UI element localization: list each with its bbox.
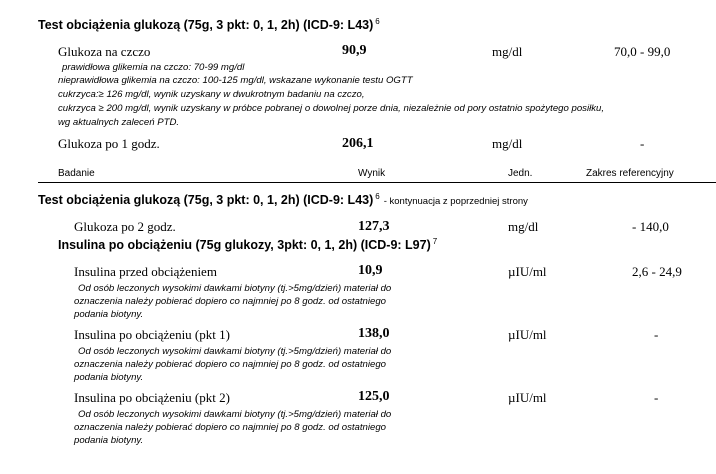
note-line: wg aktualnych zaleceń PTD. [58, 117, 180, 128]
test-name: Glukoza po 2 godz. [74, 219, 176, 234]
note-line: podania biotyny. [74, 372, 144, 383]
footnote-marker: 6 [375, 192, 380, 201]
test-unit: µIU/ml [508, 327, 547, 342]
reference-range: 70,0 - 99,0 [614, 44, 671, 59]
test-name: Insulina po obciążeniu (pkt 2) [74, 390, 230, 405]
reference-range: 2,6 - 24,9 [632, 264, 682, 279]
test-name: Glukoza na czczo [58, 44, 151, 59]
reference-range: - [640, 136, 645, 151]
test-unit: µIU/ml [508, 390, 547, 405]
test-unit: µIU/ml [508, 264, 547, 279]
test-result-value: 206,1 [342, 136, 374, 151]
note-line: nieprawidłowa glikemia na czczo: 100-125 mg/dl, wskazane wykonanie testu OGTT [58, 75, 413, 86]
test-result-value: 127,3 [358, 219, 390, 234]
test-result-value: 138,0 [358, 326, 390, 341]
section-title-insulin-test: Insulina po obciążeniu (75g glukozy, 3pkt: 0, 1, 2h) (ICD-9: L97) $^7$ [58, 237, 438, 252]
test-result-value: 90,9 [342, 43, 367, 58]
note-line: oznaczenia należy pobierać dopiero co najmniej po 8 godz. od ostatniego [74, 422, 387, 433]
column-header-unit: Jedn. [508, 168, 533, 179]
test-name: Insulina po obciążeniu (pkt 1) [74, 327, 230, 342]
note-line: Od osób leczonych wysokimi dawkami biotyny (tj.>5mg/dzień) materiał do [78, 283, 392, 294]
test-unit: mg/dl [492, 44, 523, 59]
continuation-label: - kontynuacja z poprzedniej strony [383, 196, 528, 207]
note-line: cukrzyca ≥ 200 mg/dl, wynik uzyskany w próbce pobranej o dowolnej porze dnia, niezależnie od pory ostatnio spożytego posiłku, [58, 103, 605, 114]
note-line: podania biotyny. [74, 309, 144, 320]
reference-range: - [654, 390, 659, 405]
test-unit: mg/dl [508, 219, 539, 234]
column-header-reference: Zakres referencyjny [586, 168, 674, 179]
note-line: cukrzyca:≥ 126 mg/dl, wynik uzyskany w dwukrotnym badaniu na czczo, [58, 89, 365, 100]
note-line: oznaczenia należy pobierać dopiero co najmniej po 8 godz. od ostatniego [74, 359, 387, 370]
test-result-value: 125,0 [358, 389, 390, 404]
section-title-glucose-test: Test obciążenia glukozą (75g, 3 pkt: 0, 1, 2h) (ICD-9: L43) $^6$ [38, 17, 380, 32]
note-line: prawidłowa glikemia na czczo: 70-99 mg/dl [62, 62, 245, 73]
test-name: Insulina przed obciążeniem [74, 264, 217, 279]
test-name: Glukoza po 1 godz. [58, 136, 160, 151]
note-line: oznaczenia należy pobierać dopiero co najmniej po 8 godz. od ostatniego [74, 296, 387, 307]
note-line: Od osób leczonych wysokimi dawkami biotyny (tj.>5mg/dzień) materiał do [78, 409, 392, 420]
column-header-test: Badanie [58, 168, 95, 179]
header-divider [38, 182, 716, 183]
reference-range: - [654, 327, 659, 342]
footnote-marker: 6 [375, 17, 380, 26]
note-line: podania biotyny. [74, 435, 144, 446]
test-result-value: 10,9 [358, 263, 383, 278]
section-title-glucose-test-continued: Test obciążenia glukozą (75g, 3 pkt: 0, 1, 2h) (ICD-9: L43) $^6$ - kontynuacja z poprzedniej strony [38, 192, 528, 207]
column-header-result: Wynik [358, 168, 386, 179]
note-line: Od osób leczonych wysokimi dawkami biotyny (tj.>5mg/dzień) materiał do [78, 346, 392, 357]
reference-range: - 140,0 [632, 219, 669, 234]
footnote-marker: 7 [432, 237, 438, 246]
test-unit: mg/dl [492, 136, 523, 151]
